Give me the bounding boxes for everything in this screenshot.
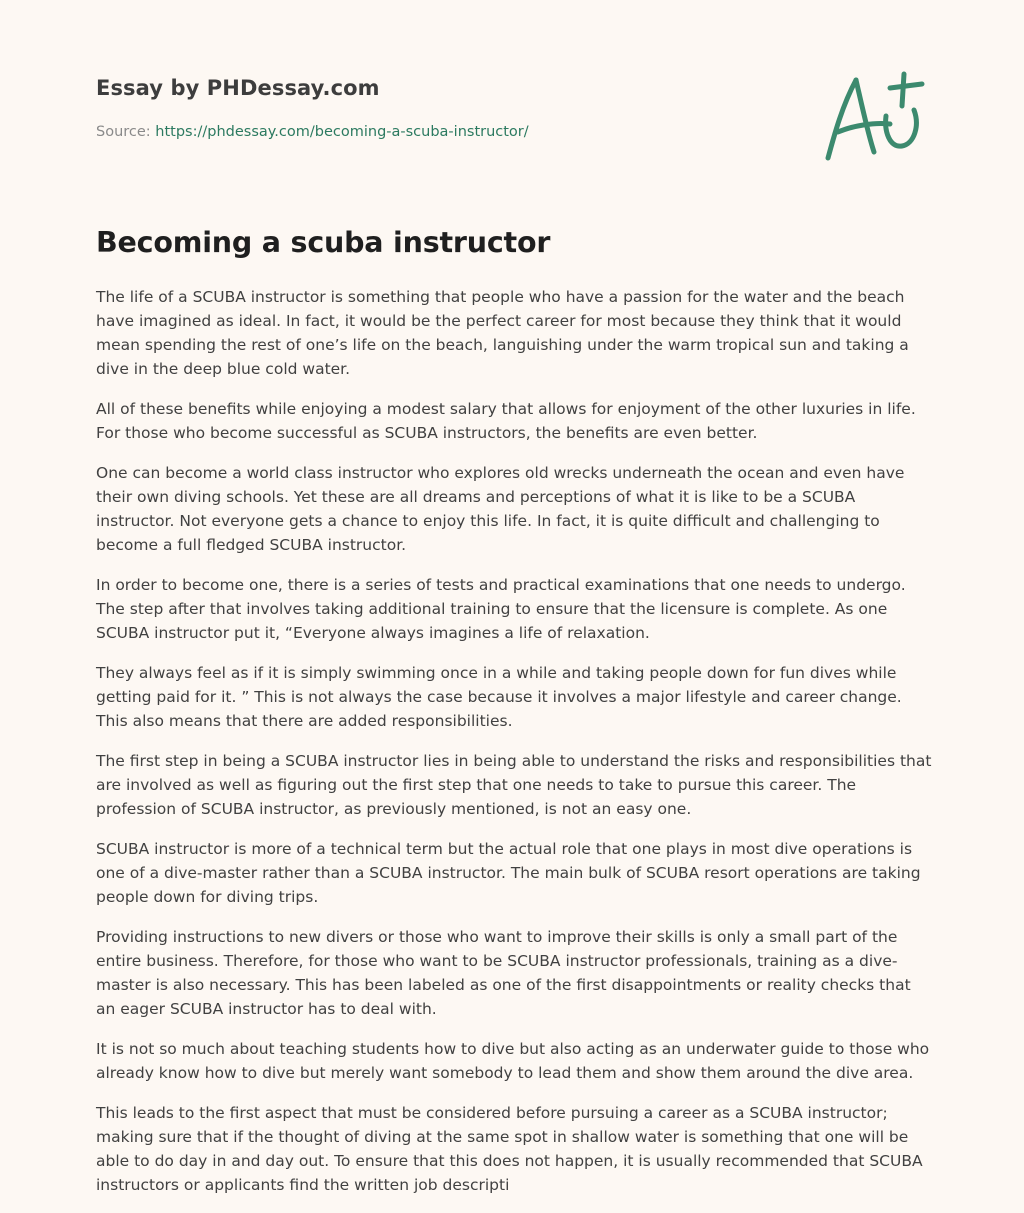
paragraph: The first step in being a SCUBA instructor lies in being able to understand the risks and responsibilities that are involved as well as figuring out the first step that one needs to take to pursue this career. The profession of SCUBA instructor, as previously mentioned, is not an easy one. [96,752,932,818]
a-plus-grade-icon [818,66,930,166]
paragraph: SCUBA instructor is more of a technical term but the actual role that one plays in most dive operations is one of a dive-master rather than a SCUBA instructor. The main bulk of SCUBA resort operations are taking people down for diving trips. [96,840,921,906]
source-label: Source: [96,124,151,140]
site-brand: Essay by PHDessay.com [96,76,380,100]
paragraph: The life of a SCUBA instructor is something that people who have a passion for the water and the beach have imagined as ideal. In fact, it would be the perfect career for most because they think that it would mean spending the rest of one’s life on the beach, languishing under the warm tropical sun and taking a dive in the deep blue cold water. [96,288,909,378]
source-link[interactable]: https://phdessay.com/becoming-a-scuba-instructor/ [155,124,529,140]
source-line [96,124,529,140]
paragraph: It is not so much about teaching students how to dive but also acting as an underwater guide to those who already know how to dive but merely want somebody to lead them and show them around the dive area. [96,1040,930,1082]
paragraph: They always feel as if it is simply swimming once in a while and taking people down for fun dives while getting paid for it. ” This is not always the case because it involves a major lifestyle and career change. This also means that there are added responsibilities. [96,664,902,730]
paragraph: In order to become one, there is a series of tests and practical examinations that one needs to undergo. The step after that involves taking additional training to ensure that the licensure is complete. As one SCUBA instructor put it, “Everyone always imagines a life of relaxation. [96,576,906,642]
paragraph: One can become a world class instructor who explores old wrecks underneath the ocean and even have their own diving schools. Yet these are all dreams and perceptions of what it is like to be a SCUBA instructor. Not everyone gets a chance to enjoy this life. In fact, it is quite difficult and challenging to become a full fledged SCUBA instructor. [96,464,905,554]
paragraph: All of these benefits while enjoying a modest salary that allows for enjoyment of the other luxuries in life. For those who become successful as SCUBA instructors, the benefits are even better. [96,400,916,442]
paragraph: Providing instructions to new divers or those who want to improve their skills is only a small part of the entire business. Therefore, for those who want to be SCUBA instructor professionals, training as a dive-master is also necessary. This has been labeled as one of the first disappointments or reality checks that an eager SCUBA instructor has to deal with. [96,928,911,1018]
essay-title: Becoming a scuba instructor [96,226,551,259]
essay-body [96,285,932,1213]
paragraph: This leads to the first aspect that must be considered before pursuing a career as a SCUBA instructor; making sure that if the thought of diving at the same spot in shallow water is something that one will be able to do day in and day out. To ensure that this does not happen, it is usually recommended that SCUBA instructors or applicants find the written job descripti [96,1104,923,1194]
